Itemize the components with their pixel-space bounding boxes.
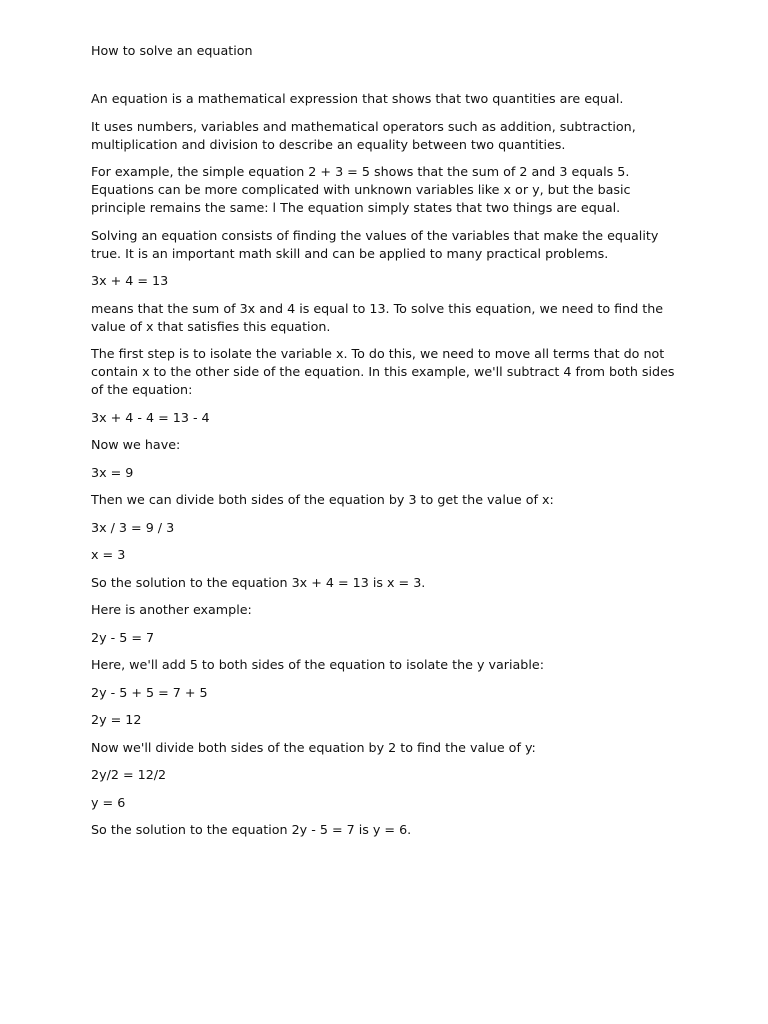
document-body (91, 90, 676, 839)
equation-line: 2y/2 = 12/2 (91, 767, 167, 782)
equation-line: 2y - 5 = 7 (91, 629, 155, 645)
equation-line: 3x / 3 = 9 / 3 (91, 519, 175, 535)
paragraph-first-step: The first step is to isolate the variable x. To do this, we need to move all terms that do not contain x to the other side of the equation. In this example, we'll subtract 4 from both sides of the equation: (91, 346, 675, 397)
paragraph-now-we-have: Now we have: (91, 437, 181, 452)
equation-line: 2y = 12 (91, 712, 142, 727)
paragraph-solving: Solving an equation consists of finding the values of the variables that make the equality true. It is an important math skill and can be applied to many practical problems. (91, 227, 659, 261)
equation-line: 3x + 4 = 13 (91, 273, 169, 288)
paragraph-solution-y: So the solution to the equation 2y - 5 = 7 is y = 6. (91, 822, 412, 837)
equation-line: 3x = 9 (91, 464, 134, 480)
document-title: How to solve an equation (91, 43, 253, 58)
paragraph-meaning: means that the sum of 3x and 4 is equal to 13. To solve this equation, we need to find the value of x that satisfies this equation. (91, 300, 664, 334)
paragraph-example: For example, the simple equation 2 + 3 = 5 shows that the sum of 2 and 3 equals 5. Equations can be more complicated with unknown variables like x or y, but the basic principle remains the same: l The equation simply states that two things are equal. (91, 164, 631, 215)
equation-line: y = 6 (91, 794, 126, 810)
paragraph-divide-by-3: Then we can divide both sides of the equation by 3 to get the value of x: (91, 492, 554, 507)
paragraph-solution-x: So the solution to the equation 3x + 4 = 13 is x = 3. (91, 574, 426, 590)
paragraph-divide-by-2: Now we'll divide both sides of the equation by 2 to find the value of y: (91, 739, 536, 755)
paragraph-definition: An equation is a mathematical expression that shows that two quantities are equal. (91, 91, 624, 106)
equation-line: x = 3 (91, 547, 126, 562)
paragraph-components: It uses numbers, variables and mathematical operators such as addition, subtraction, multiplication and division to describe an equality between two quantities. (91, 118, 636, 152)
equation-line: 2y - 5 + 5 = 7 + 5 (91, 684, 208, 700)
equation-line: 3x + 4 - 4 = 13 - 4 (91, 409, 210, 425)
paragraph-another-example: Here is another example: (91, 602, 252, 617)
paragraph-add-5: Here, we'll add 5 to both sides of the equation to isolate the y variable: (91, 657, 544, 672)
